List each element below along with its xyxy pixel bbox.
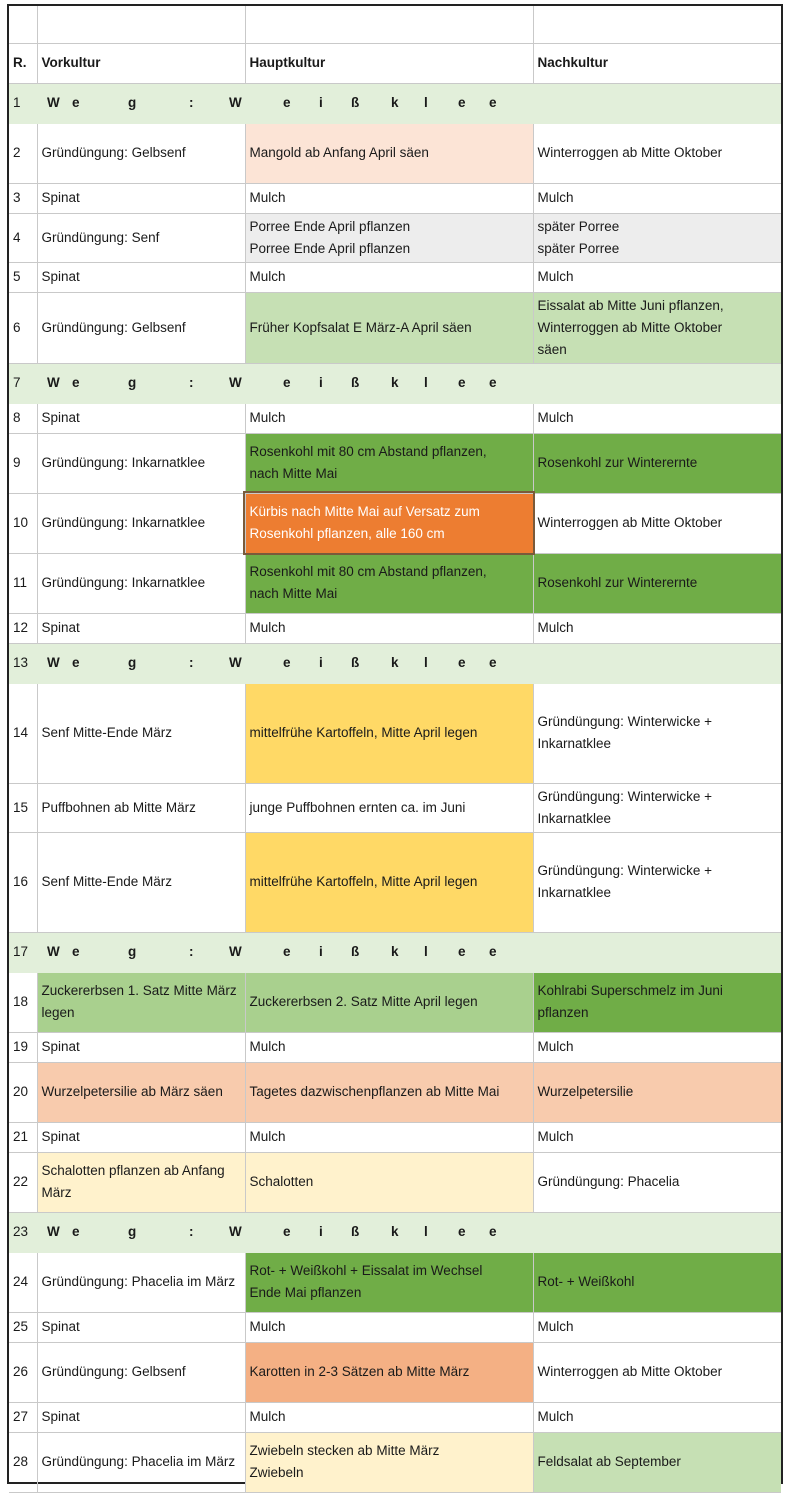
weg-label — [37, 932, 781, 972]
cell-line: junge Puffbohnen ernten ca. im Juni — [249, 799, 466, 815]
cell-line: Mulch — [249, 1319, 286, 1334]
nachkultur-cell[interactable] — [533, 553, 781, 613]
weg-letter: i — [319, 944, 323, 959]
weg-row — [9, 363, 781, 403]
cell-line: Mulch — [249, 269, 286, 284]
cell-line: Eissalat ab Mitte Juni pflanzen, — [537, 297, 724, 313]
weg-letter: l — [424, 95, 428, 110]
cell-line: Tagetes dazwischenpflanzen ab Mitte Mai — [249, 1084, 500, 1099]
cell-line: Zwiebeln stecken ab Mitte März — [249, 1443, 440, 1458]
row-number: 18 — [9, 972, 37, 1032]
table-row — [9, 783, 781, 832]
hauptkultur-cell[interactable] — [245, 433, 533, 493]
table-row — [9, 1342, 781, 1402]
cell-line: Mangold ab Anfang April säen — [249, 145, 429, 160]
cell-line: mittelfrühe Kartoffeln, Mitte April legen — [249, 725, 478, 740]
weg-letter: : — [189, 655, 194, 670]
cell-line: Mulch — [537, 1039, 574, 1054]
table-row — [9, 683, 781, 783]
cell-line: Rot- + Weißkohl — [537, 1274, 635, 1289]
weg-letter: e — [458, 95, 466, 110]
row-number: 13 — [9, 643, 37, 683]
table-row — [9, 613, 781, 643]
weg-letter: e — [489, 1224, 497, 1239]
row-number: 4 — [9, 213, 37, 262]
row-number: 1 — [9, 83, 37, 123]
row-number: 22 — [9, 1152, 37, 1212]
weg-letter: l — [424, 375, 428, 390]
cell-line: Mulch — [537, 1409, 574, 1424]
weg-letter: e — [72, 655, 80, 670]
nachkultur-cell[interactable] — [533, 972, 781, 1032]
cell[interactable] — [533, 6, 781, 43]
cell-line: Mulch — [249, 410, 286, 425]
nachkultur-cell[interactable] — [533, 1252, 781, 1312]
nachkultur-cell[interactable] — [533, 213, 781, 262]
weg-letter: W — [229, 95, 242, 110]
hauptkultur-cell[interactable] — [245, 1402, 533, 1432]
row-number: 11 — [9, 553, 37, 613]
weg-letter: k — [391, 944, 399, 959]
row-number: 10 — [9, 493, 37, 553]
weg-letter: ß — [351, 944, 360, 959]
cell-line: Mulch — [537, 1129, 574, 1144]
weg-letter: W — [47, 944, 60, 959]
hauptkultur-cell[interactable] — [245, 553, 533, 613]
table-row — [9, 1312, 781, 1342]
cell-line: Winterroggen ab Mitte Oktober — [537, 145, 723, 160]
hauptkultur-cell[interactable] — [245, 783, 533, 832]
row-number: 24 — [9, 1252, 37, 1312]
row-number: 17 — [9, 932, 37, 972]
header-vorkultur: Vorkultur — [37, 43, 245, 83]
vorkultur-cell[interactable]: Spinat — [37, 1122, 245, 1152]
hauptkultur-cell[interactable] — [245, 183, 533, 213]
cell-line: Rosenkohl mit 80 cm Abstand pflanzen, — [249, 444, 487, 459]
hauptkultur-cell[interactable] — [245, 1032, 533, 1062]
weg-letter: i — [319, 95, 323, 110]
nachkultur-cell[interactable] — [533, 832, 781, 932]
weg-letter: e — [72, 375, 80, 390]
table-row — [9, 183, 781, 213]
hauptkultur-cell[interactable] — [245, 292, 533, 363]
weg-letter: W — [47, 95, 60, 110]
row-number: 16 — [9, 832, 37, 932]
hauptkultur-cell[interactable] — [245, 1152, 533, 1212]
cell-line: Gründüngung: Winterwicke + — [537, 863, 712, 878]
row-number: 8 — [9, 403, 37, 433]
cell[interactable] — [245, 6, 533, 43]
weg-letter: W — [47, 1224, 60, 1239]
row-number: 27 — [9, 1402, 37, 1432]
table-row — [9, 1432, 781, 1492]
weg-letter: W — [229, 1224, 242, 1239]
weg-letter: W — [229, 944, 242, 959]
header-nachkultur: Nachkultur — [533, 43, 781, 83]
hauptkultur-cell[interactable] — [245, 832, 533, 932]
weg-label — [37, 363, 781, 403]
hauptkultur-cell[interactable] — [245, 403, 533, 433]
cell-line: Winterroggen ab Mitte Oktober — [537, 319, 723, 335]
weg-row — [9, 643, 781, 683]
weg-letter: k — [391, 375, 399, 390]
cell[interactable] — [37, 6, 245, 43]
weg-letter: ß — [351, 375, 360, 390]
row-number: 21 — [9, 1122, 37, 1152]
cell-line: Porree Ende April pflanzen — [249, 218, 411, 234]
weg-letter: e — [283, 375, 291, 390]
hauptkultur-cell[interactable] — [245, 1062, 533, 1122]
nachkultur-cell[interactable] — [533, 433, 781, 493]
weg-letter: g — [128, 95, 137, 110]
nachkultur-cell[interactable] — [533, 1402, 781, 1432]
table-row — [9, 1402, 781, 1432]
weg-letter: k — [391, 1224, 399, 1239]
cell-line: Winterroggen ab Mitte Oktober — [537, 515, 723, 530]
row-number: 14 — [9, 683, 37, 783]
weg-letter: e — [489, 95, 497, 110]
cell-line: Porree Ende April pflanzen — [249, 240, 411, 256]
vorkultur-cell[interactable]: Gründüngung: Senf — [37, 213, 245, 262]
row-number: 7 — [9, 363, 37, 403]
cell-line: mittelfrühe Kartoffeln, Mitte April legen — [249, 874, 478, 889]
vorkultur-cell[interactable]: Puffbohnen ab Mitte März — [37, 783, 245, 832]
hauptkultur-cell[interactable] — [245, 1122, 533, 1152]
table-row — [9, 292, 781, 363]
cell-line: Mulch — [537, 269, 574, 284]
cell-line: Zwiebeln — [249, 1465, 304, 1480]
table-row — [9, 1062, 781, 1122]
nachkultur-cell[interactable] — [533, 1342, 781, 1402]
vorkultur-cell[interactable]: Spinat — [37, 403, 245, 433]
hauptkultur-cell[interactable] — [245, 972, 533, 1032]
hauptkultur-cell[interactable] — [245, 683, 533, 783]
blank-row — [9, 6, 781, 43]
cell-line: Mulch — [249, 1129, 286, 1144]
nachkultur-cell[interactable] — [533, 783, 781, 832]
weg-letter: i — [319, 1224, 323, 1239]
table-row — [9, 1032, 781, 1062]
weg-letter: g — [128, 944, 137, 959]
row-number: 20 — [9, 1062, 37, 1122]
weg-letter: g — [128, 655, 137, 670]
cell-line: Winterroggen ab Mitte Oktober — [537, 1364, 723, 1379]
weg-letter: g — [128, 375, 137, 390]
table-row — [9, 493, 781, 553]
weg-letter: W — [47, 655, 60, 670]
hauptkultur-cell[interactable] — [245, 493, 533, 553]
weg-letter: : — [189, 1224, 194, 1239]
weg-letter: e — [283, 95, 291, 110]
cell-line: später Porree — [537, 218, 620, 234]
weg-letter: l — [424, 655, 428, 670]
weg-letter: : — [189, 375, 194, 390]
cell-line: Rot- + Weißkohl + Eissalat im Wechsel — [249, 1263, 483, 1278]
hauptkultur-cell[interactable] — [245, 123, 533, 183]
row-number: 25 — [9, 1312, 37, 1342]
row-number: 6 — [9, 292, 37, 363]
table-row — [9, 123, 781, 183]
row-number: 23 — [9, 1212, 37, 1252]
nachkultur-cell[interactable] — [533, 1062, 781, 1122]
vorkultur-cell[interactable]: Spinat — [37, 1032, 245, 1062]
weg-label — [37, 83, 781, 123]
vorkultur-cell[interactable]: Gründüngung: Inkarnatklee — [37, 433, 245, 493]
weg-letter: k — [391, 655, 399, 670]
hauptkultur-cell[interactable] — [245, 1432, 533, 1492]
nachkultur-cell[interactable] — [533, 1122, 781, 1152]
vorkultur-cell[interactable]: Senf Mitte-Ende März — [37, 832, 245, 932]
vorkultur-cell[interactable]: Gründüngung: Inkarnatklee — [37, 553, 245, 613]
cell-line: Gründüngung: Winterwicke + — [537, 788, 712, 804]
weg-letter: g — [128, 1224, 137, 1239]
hauptkultur-cell[interactable] — [245, 1342, 533, 1402]
weg-letter: l — [424, 1224, 428, 1239]
nachkultur-cell[interactable] — [533, 493, 781, 553]
vorkultur-cell[interactable]: Spinat — [37, 1402, 245, 1432]
table-row — [9, 403, 781, 433]
vorkultur-cell[interactable]: Gründüngung: Phacelia im März — [37, 1432, 245, 1492]
hauptkultur-cell[interactable] — [245, 613, 533, 643]
hauptkultur-cell[interactable] — [245, 262, 533, 292]
weg-label — [37, 643, 781, 683]
vorkultur-cell[interactable]: Spinat — [37, 613, 245, 643]
nachkultur-cell[interactable] — [533, 292, 781, 363]
table-row — [9, 1152, 781, 1212]
hauptkultur-cell[interactable] — [245, 213, 533, 262]
vorkultur-cell[interactable]: Spinat — [37, 1312, 245, 1342]
nachkultur-cell[interactable] — [533, 262, 781, 292]
row-number: 2 — [9, 123, 37, 183]
row-number: 3 — [9, 183, 37, 213]
nachkultur-cell[interactable] — [533, 1032, 781, 1062]
table-row — [9, 553, 781, 613]
weg-letter: e — [489, 944, 497, 959]
cell-line: Rosenkohl zur Winterernte — [537, 455, 698, 470]
cell-line: Ende Mai pflanzen — [249, 1285, 362, 1300]
weg-letter: e — [283, 944, 291, 959]
weg-letter: k — [391, 95, 399, 110]
weg-letter: : — [189, 944, 194, 959]
cell-line: Mulch — [249, 190, 286, 205]
weg-label — [37, 1212, 781, 1252]
row-number: 15 — [9, 783, 37, 832]
cell-line: Inkarnatklee — [537, 736, 612, 751]
table-row — [9, 832, 781, 932]
weg-letter: e — [283, 655, 291, 670]
row-number: 19 — [9, 1032, 37, 1062]
crop-rotation-table — [9, 6, 781, 1493]
cell-line: nach Mitte Mai — [249, 466, 338, 481]
cell-line: Rosenkohl zur Winterernte — [537, 575, 698, 590]
table-row — [9, 1252, 781, 1312]
vorkultur-cell[interactable]: Gründüngung: Inkarnatklee — [37, 493, 245, 553]
cell-line: Mulch — [537, 1319, 574, 1334]
vorkultur-cell[interactable]: Spinat — [37, 262, 245, 292]
cell-line: Rosenkohl mit 80 cm Abstand pflanzen, — [249, 564, 487, 579]
weg-row — [9, 932, 781, 972]
cell-line: Mulch — [249, 620, 286, 635]
spreadsheet — [7, 4, 783, 1484]
vorkultur-cell[interactable]: Senf Mitte-Ende März — [37, 683, 245, 783]
header-row — [9, 43, 781, 83]
weg-letter: e — [458, 655, 466, 670]
weg-letter: i — [319, 375, 323, 390]
weg-letter: W — [229, 375, 242, 390]
cell-line: Wurzelpetersilie — [537, 1084, 634, 1099]
nachkultur-cell[interactable] — [533, 403, 781, 433]
weg-letter: e — [489, 655, 497, 670]
weg-letter: e — [458, 1224, 466, 1239]
cell-line: säen — [537, 341, 567, 357]
cell-line: Feldsalat ab September — [537, 1454, 681, 1469]
weg-letter: W — [229, 655, 242, 670]
weg-letter: e — [489, 375, 497, 390]
cell-line: Karotten in 2-3 Sätzen ab Mitte März — [249, 1364, 470, 1379]
weg-letter: i — [319, 655, 323, 670]
weg-letter: ß — [351, 655, 360, 670]
cell-line: Gründüngung: Winterwicke + — [537, 714, 712, 729]
nachkultur-cell[interactable] — [533, 123, 781, 183]
cell-line: Kohlrabi Superschmelz im Juni — [537, 983, 723, 998]
weg-letter: e — [72, 944, 80, 959]
cell-line: Früher Kopfsalat E März-A April säen — [249, 319, 472, 335]
nachkultur-cell[interactable] — [533, 613, 781, 643]
cell-line: Kürbis nach Mitte Mai auf Versatz zum — [249, 504, 480, 519]
nachkultur-cell[interactable] — [533, 1432, 781, 1492]
cell-line: Gründüngung: Phacelia — [537, 1174, 680, 1189]
row-number: 28 — [9, 1432, 37, 1492]
table-row — [9, 972, 781, 1032]
nachkultur-cell[interactable] — [533, 1312, 781, 1342]
cell-line: Mulch — [537, 620, 574, 635]
weg-letter: : — [189, 95, 194, 110]
cell-line: Mulch — [249, 1409, 286, 1424]
cell-line: später Porree — [537, 240, 620, 256]
weg-letter: e — [458, 944, 466, 959]
cell-line: Inkarnatklee — [537, 810, 612, 826]
nachkultur-cell[interactable] — [533, 1152, 781, 1212]
vorkultur-cell[interactable]: Gründüngung: Gelbsenf — [37, 1342, 245, 1402]
cell-line: Schalotten — [249, 1174, 314, 1189]
cell-line: Zuckererbsen 2. Satz Mitte April legen — [249, 994, 478, 1009]
weg-letter: e — [72, 1224, 80, 1239]
table-row — [9, 433, 781, 493]
cell[interactable] — [9, 6, 37, 43]
nachkultur-cell[interactable] — [533, 183, 781, 213]
cell-line: nach Mitte Mai — [249, 586, 338, 601]
weg-letter: e — [72, 95, 80, 110]
weg-letter: l — [424, 944, 428, 959]
nachkultur-cell[interactable] — [533, 683, 781, 783]
weg-row — [9, 83, 781, 123]
vorkultur-cell[interactable]: Schalotten pflanzen ab Anfang März — [37, 1152, 245, 1212]
header-hauptkultur: Hauptkultur — [245, 43, 533, 83]
weg-row — [9, 1212, 781, 1252]
vorkultur-cell[interactable]: Wurzelpetersilie ab März säen — [37, 1062, 245, 1122]
row-number: 26 — [9, 1342, 37, 1402]
hauptkultur-cell[interactable] — [245, 1312, 533, 1342]
cell-line: Rosenkohl pflanzen, alle 160 cm — [249, 526, 445, 541]
header-r: R. — [9, 43, 37, 83]
row-number: 9 — [9, 433, 37, 493]
row-number: 5 — [9, 262, 37, 292]
cell-line: Mulch — [537, 190, 574, 205]
weg-letter: ß — [351, 1224, 360, 1239]
vorkultur-cell[interactable]: Gründüngung: Gelbsenf — [37, 292, 245, 363]
hauptkultur-cell[interactable] — [245, 1252, 533, 1312]
table-row — [9, 1122, 781, 1152]
vorkultur-cell[interactable]: Gründüngung: Gelbsenf — [37, 123, 245, 183]
table-row — [9, 213, 781, 262]
row-number: 12 — [9, 613, 37, 643]
vorkultur-cell[interactable]: Spinat — [37, 183, 245, 213]
weg-letter: e — [458, 375, 466, 390]
weg-letter: e — [283, 1224, 291, 1239]
vorkultur-cell[interactable]: Zuckererbsen 1. Satz Mitte März legen — [37, 972, 245, 1032]
table-row — [9, 262, 781, 292]
cell-line: Inkarnatklee — [537, 885, 612, 900]
vorkultur-cell[interactable]: Gründüngung: Phacelia im März — [37, 1252, 245, 1312]
cell-line: pflanzen — [537, 1005, 589, 1020]
weg-letter: W — [47, 375, 60, 390]
weg-letter: ß — [351, 95, 360, 110]
cell-line: Mulch — [537, 410, 574, 425]
cell-line: Mulch — [249, 1039, 286, 1054]
